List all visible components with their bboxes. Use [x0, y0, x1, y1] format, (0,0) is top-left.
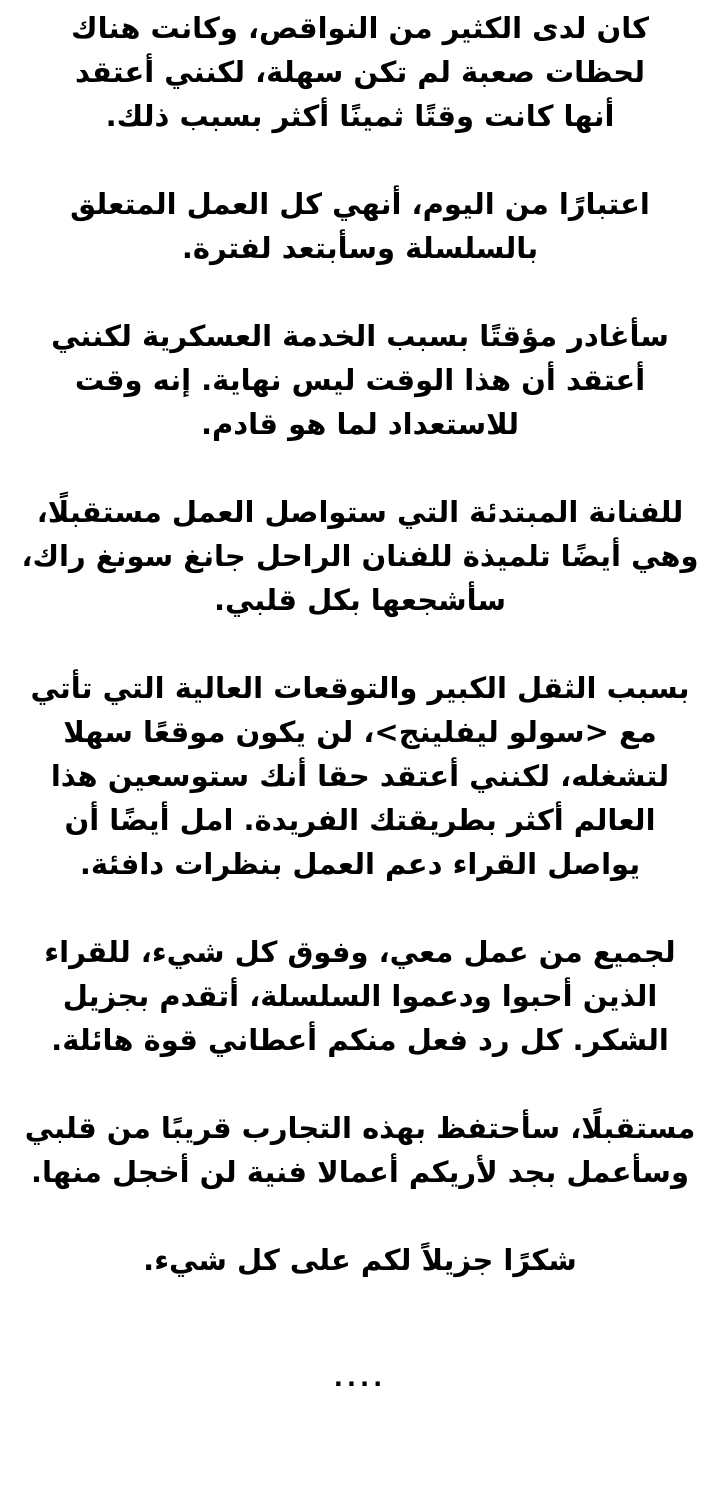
text-line: بسبب الثقل الكبير والتوقعات العالية التي تأتي: [30, 671, 690, 705]
paragraph-5: [0, 666, 720, 886]
text-line: لحظات صعبة لم تكن سهلة، لكنني أعتقد: [74, 55, 646, 89]
paragraph-1: [0, 6, 720, 138]
paragraph-7: [0, 1106, 720, 1194]
text-line: لجميع من عمل معي، وفوق كل شيء، للقراء: [44, 935, 676, 969]
text-line: الشكر. كل رد فعل منكم أعطاني قوة هائلة.: [51, 1023, 669, 1057]
text-line: أعتقد أن هذا الوقت ليس نهاية. إنه وقت: [74, 363, 646, 397]
paragraph-6: [0, 930, 720, 1062]
text-line: اعتبارًا من اليوم، أنهي كل العمل المتعلق: [70, 187, 650, 221]
text-line: مع <سولو ليفلينج>، لن يكون موقعًا سهلا: [63, 715, 657, 749]
text-line: الذين أحبوا ودعموا السلسلة، أتقدم بجزيل: [62, 979, 658, 1013]
text-line: سأغادر مؤقتًا بسبب الخدمة العسكرية لكنني: [51, 319, 669, 353]
paragraph-3: [0, 314, 720, 446]
text-line: مستقبلًا، سأحتفظ بهذه التجارب قريبًا من قلبي: [24, 1111, 696, 1145]
text-line: يواصل القراء دعم العمل بنظرات دافئة.: [79, 847, 641, 881]
paragraph-8: [0, 1238, 720, 1282]
text-line: العالم أكثر بطريقتك الفريدة. امل أيضًا أن: [64, 803, 656, 837]
text-line: كان لدى الكثير من النواقص، وكانت هناك: [71, 11, 649, 45]
text-line: بالسلسلة وسأبتعد لفترة.: [181, 231, 539, 265]
paragraph-2: [0, 182, 720, 270]
text-line: وهي أيضًا تلميذة للفنان الراحل جانغ سونغ راك،: [21, 539, 699, 573]
text-line: للفنانة المبتدئة التي ستواصل العمل مستقبلًا،: [36, 495, 684, 529]
text-line: شكرًا جزيلاً لكم على كل شيء.: [143, 1243, 577, 1277]
text-line: لتشغله، لكنني أعتقد حقا أنك ستوسعين هذا: [50, 759, 670, 793]
text-line: وسأعمل بجد لأريكم أعمالا فنية لن أخجل منها.: [31, 1155, 689, 1189]
text-line: سأشجعها بكل قلبي.: [213, 583, 507, 617]
text-line: أنها كانت وقتًا ثمينًا أكثر بسبب ذلك.: [105, 99, 615, 133]
ellipsis-line: ....: [333, 1364, 387, 1392]
paragraph-4: [0, 490, 720, 622]
text-line: للاستعداد لما هو قادم.: [200, 407, 520, 441]
